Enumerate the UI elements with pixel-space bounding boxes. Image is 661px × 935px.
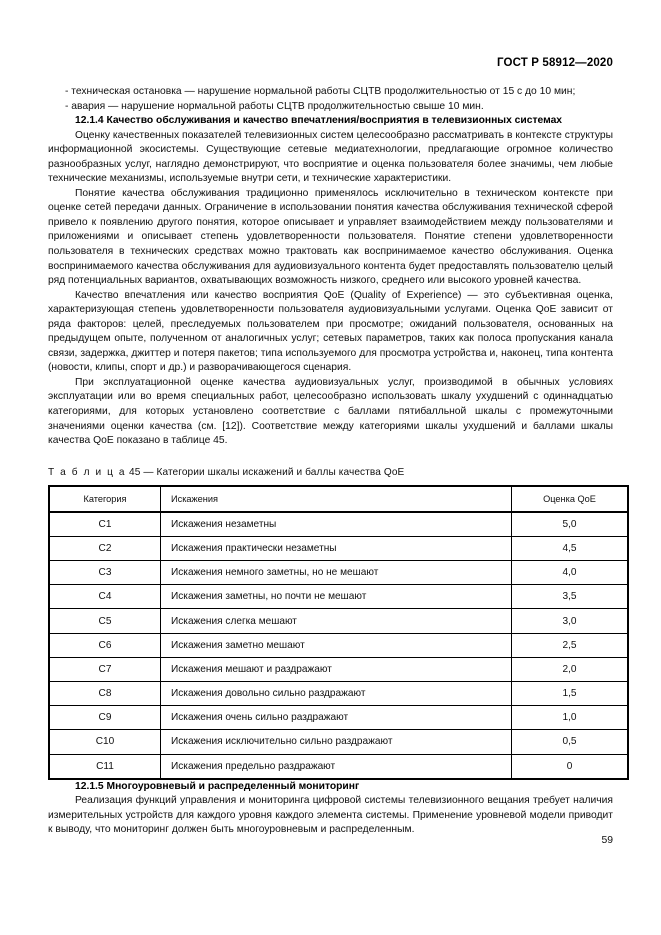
cell-score: 4,5 — [512, 536, 629, 560]
cell-category: С11 — [49, 754, 161, 779]
table-header-row — [49, 486, 628, 512]
qoe-scale-table — [48, 485, 629, 780]
column-header-score: Оценка QoE — [512, 486, 629, 512]
page-body — [48, 85, 613, 838]
cell-distortion: Искажения предельно раздражают — [161, 754, 512, 779]
column-header-distortion: Искажения — [161, 486, 512, 512]
cell-score: 4,0 — [512, 561, 629, 585]
cell-score: 0 — [512, 754, 629, 779]
bullet-item: - авария — нарушение нормальной работы СЦТВ продолжительностью свыше 10 мин. — [65, 100, 484, 112]
table-row — [49, 633, 628, 657]
table-caption-label: Т а б л и ц а — [48, 466, 127, 478]
table-row — [49, 730, 628, 754]
cell-score: 0,5 — [512, 730, 629, 754]
section-paragraph: Реализация функций управления и мониторинга цифровой системы телевизионного вещания требует наличия измерительных устройств для каждого уровня каждого элемента системы. Применение уровневой модели приводит к выводу, что мониторинг должен быть многоуровневым и распределенным. — [48, 795, 613, 836]
cell-category: С10 — [49, 730, 161, 754]
cell-score: 2,0 — [512, 657, 629, 681]
table-row — [49, 585, 628, 609]
cell-category: С4 — [49, 585, 161, 609]
table-caption-text: — Категории шкалы искажений и баллы качества QoE — [143, 466, 405, 478]
cell-distortion: Искажения практически незаметны — [161, 536, 512, 560]
table-row — [49, 512, 628, 537]
section-paragraph: Качество впечатления или качество восприятия QoE (Quality of Experience) — это субъективная оценка, характеризующая степень удовлетворенности пользователя аудиовизуальными услугами. Оценка QoE зависит от ряда факторов: целей, преследуемых пользователем при просмотре; ожиданий пользователя, основанных на предыдущем опыте, полученном от аналогичных услуг; сетевых параметров, таких как полоса пропускания канала связи, задержка, джиттер и потеря пакетов; типа используемого для просмотра устройства и, наконец, типа контента (новости, клипы, спорт и др.) и разворачивающегося сценария. — [48, 289, 613, 374]
cell-category: С5 — [49, 609, 161, 633]
cell-distortion: Искажения заметны, но почти не мешают — [161, 585, 512, 609]
cell-category: С2 — [49, 536, 161, 560]
section-paragraph: Понятие качества обслуживания традиционно применялось исключительно в техническом контексте при оценке сетей передачи данных. Ограничение в использовании понятия качества обслуживания технической сферой привело к появлению другого понятия, которое описывает и управляет взаимодействием между пользователями и приложениями и описывает степень удовлетворенности пользователя. Понятие степени удовлетворенности пользователя в технических средствах можно трактовать как воспринимаемое качество обслуживания. Оценка воспринимаемого качества обслуживания для аудиовизуального контента будет предоставлять пользователю целый ряд потенциальных вариантов, охватывающих возможность низкого, среднего или высокого уровней качества. — [48, 187, 613, 287]
cell-distortion: Искажения заметно мешают — [161, 633, 512, 657]
cell-category: С8 — [49, 681, 161, 705]
cell-score: 2,5 — [512, 633, 629, 657]
table-caption-number: 45 — [129, 466, 141, 478]
table-row — [49, 681, 628, 705]
page-number: 59 — [601, 835, 613, 846]
table-caption — [48, 467, 613, 478]
cell-category: С3 — [49, 561, 161, 585]
table-row — [49, 754, 628, 779]
cell-distortion: Искажения довольно сильно раздражают — [161, 681, 512, 705]
section-paragraph: При эксплуатационной оценке качества аудиовизуальных услуг, производимой в обычных условиях эксплуатации или во время специальных работ, целесообразно использовать шкалу ухудшений с одиннадцатью категориями, для которых установлено соответствие с баллами пятибалльной шкалы с промежуточными значениями оценки качества (см. [12]). Соответствие между категориями шкалы ухудшений и баллами шкалы качества QoE показано в таблице 45. — [48, 376, 613, 447]
table-header — [49, 486, 628, 512]
table-row — [49, 536, 628, 560]
table-row — [49, 609, 628, 633]
table-body — [49, 512, 628, 779]
standard-number-header: ГОСТ Р 58912—2020 — [496, 57, 613, 69]
table-row — [49, 657, 628, 681]
page-content-area — [48, 0, 613, 935]
cell-category: С6 — [49, 633, 161, 657]
table-row — [49, 561, 628, 585]
cell-category: С9 — [49, 706, 161, 730]
table-row — [49, 706, 628, 730]
cell-category: С7 — [49, 657, 161, 681]
column-header-category: Категория — [49, 486, 161, 512]
cell-score: 3,0 — [512, 609, 629, 633]
cell-category: С1 — [49, 512, 161, 537]
cell-score: 1,0 — [512, 706, 629, 730]
cell-score: 3,5 — [512, 585, 629, 609]
cell-score: 1,5 — [512, 681, 629, 705]
cell-distortion: Искажения слегка мешают — [161, 609, 512, 633]
cell-distortion: Искажения очень сильно раздражают — [161, 706, 512, 730]
cell-distortion: Искажения незаметны — [161, 512, 512, 537]
cell-distortion: Искажения исключительно сильно раздражают — [161, 730, 512, 754]
section-heading-12-1-4: 12.1.4 Качество обслуживания и качество впечатления/восприятия в телевизионных системах — [75, 115, 563, 127]
bullet-item: - техническая остановка — нарушение нормальной работы СЦТВ продолжительностью от 15 с до 10 мин; — [65, 86, 576, 97]
cell-distortion: Искажения мешают и раздражают — [161, 657, 512, 681]
cell-distortion: Искажения немного заметны, но не мешают — [161, 561, 512, 585]
section-heading-12-1-5: 12.1.5 Многоуровневый и распределенный мониторинг — [75, 780, 360, 792]
cell-score: 5,0 — [512, 512, 629, 537]
section-paragraph: Оценку качественных показателей телевизионных систем целесообразно рассматривать в контексте структуры информационной экосистемы. Существующие сетевые медиатехнологии, предлагающие огромное количество разнообразных услуг, наглядно демонстрируют, что восприятие и оценка пользователя более значимы, чем любые технические механизмы, используемые внутри сети, и технические характеристики. — [48, 129, 613, 185]
